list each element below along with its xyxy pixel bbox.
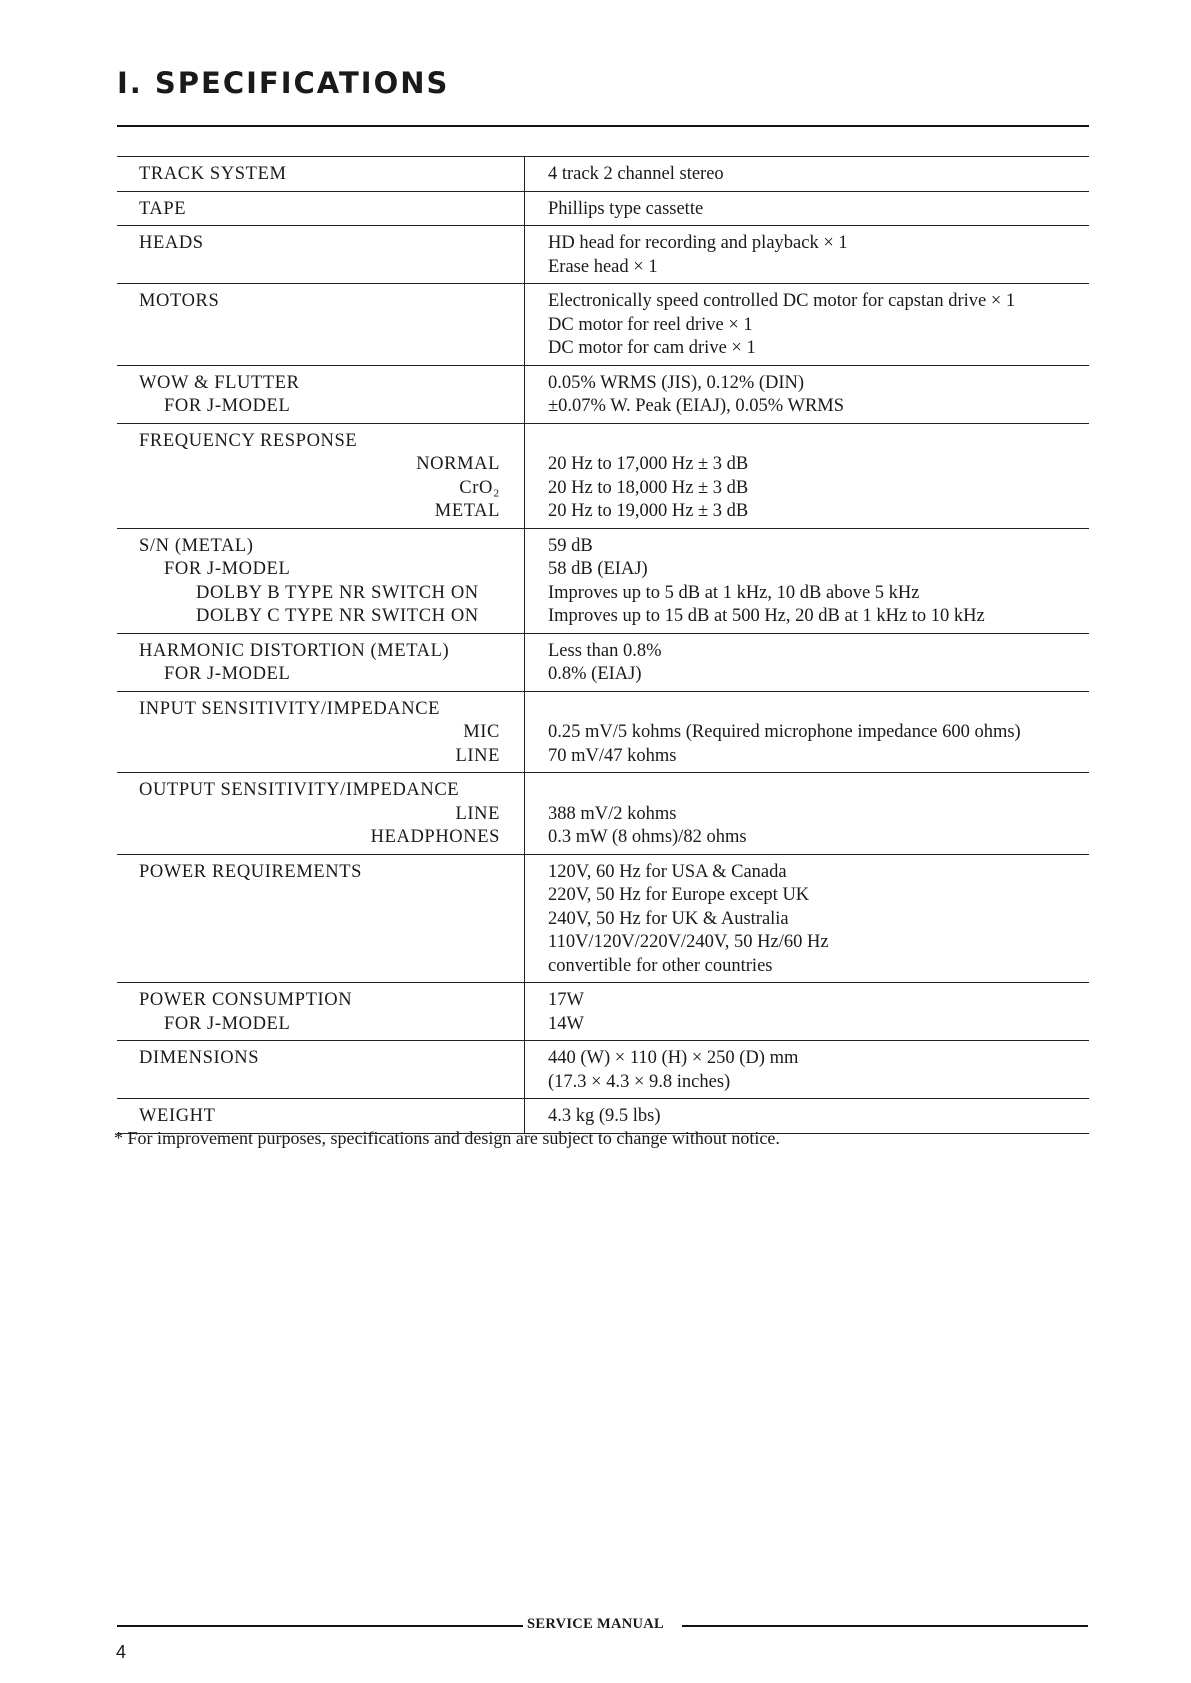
spec-row — [117, 633, 1089, 691]
spec-value-cell — [525, 1041, 1089, 1098]
spec-value-line: 20 Hz to 18,000 Hz ± 3 dB — [548, 477, 749, 498]
spec-value-line: 0.25 mV/5 kohms (Required microphone impedance 600 ohms) — [548, 722, 1021, 742]
spec-label-line: POWER CONSUMPTION — [139, 990, 353, 1010]
footer-rule-left — [117, 1625, 523, 1627]
spec-value-line: DC motor for reel drive × 1 — [548, 314, 753, 335]
spec-value-line: 59 dB — [548, 535, 593, 556]
spec-label-line: LINE — [455, 803, 500, 824]
spec-value-cell — [525, 284, 1089, 365]
spec-value-cell — [525, 529, 1089, 633]
spec-value-line: 58 dB (EIAJ) — [548, 559, 648, 579]
spec-value-line: HD head for recording and playback × 1 — [548, 233, 848, 253]
spec-value-line: 440 (W) × 110 (H) × 250 (D) mm — [548, 1048, 799, 1068]
spec-value-line — [548, 779, 1089, 803]
spec-value-cell — [525, 157, 1089, 191]
spec-value-cell — [525, 692, 1089, 773]
spec-value-cell — [525, 226, 1089, 283]
spec-value-cell — [525, 192, 1089, 226]
spec-value-line: 70 mV/47 kohms — [548, 745, 677, 766]
spec-value-line: 4 track 2 channel stereo — [548, 164, 724, 184]
spec-label-line: FOR J-MODEL — [164, 664, 291, 684]
spec-label-line: WOW & FLUTTER — [139, 372, 300, 393]
spec-label-cell — [117, 192, 525, 226]
spec-row — [117, 191, 1089, 226]
spec-label-cell — [117, 692, 525, 773]
spec-row — [117, 772, 1089, 854]
spec-value-line: Erase head × 1 — [548, 256, 658, 277]
spec-label-line: NORMAL — [416, 454, 500, 474]
spec-label-line: FOR J-MODEL — [164, 1013, 291, 1034]
spec-value-line: Phillips type cassette — [548, 198, 704, 219]
spec-value-cell — [525, 634, 1089, 691]
spec-row — [117, 156, 1089, 191]
spec-value-line: 240V, 50 Hz for UK & Australia — [548, 908, 789, 929]
footnote: * For improvement purposes, specifications and design are subject to change without notice. — [114, 1128, 780, 1148]
spec-value-line: 17W — [548, 990, 584, 1010]
spec-value-line: convertible for other countries — [548, 955, 773, 976]
spec-value-line: DC motor for cam drive × 1 — [548, 338, 756, 358]
spec-label-line: FREQUENCY RESPONSE — [139, 430, 358, 451]
spec-label-line: HARMONIC DISTORTION (METAL) — [139, 640, 450, 661]
spec-value-line: 0.3 mW (8 ohms)/82 ohms — [548, 827, 747, 847]
spec-value-line: 0.05% WRMS (JIS), 0.12% (DIN) — [548, 372, 805, 393]
spec-label-line: MOTORS — [139, 291, 220, 311]
spec-value-line: 120V, 60 Hz for USA & Canada — [548, 861, 787, 882]
spec-label-line: FOR J-MODEL — [164, 559, 291, 579]
spec-label-cell — [117, 157, 525, 191]
spec-label-line: CrO₂ — [459, 477, 500, 498]
spec-value-cell — [525, 855, 1089, 983]
spec-label-line: TAPE — [139, 198, 187, 219]
spec-value-line: Improves up to 5 dB at 1 kHz, 10 dB above 5 kHz — [548, 582, 920, 603]
spec-label-line: OUTPUT SENSITIVITY/IMPEDANCE — [139, 780, 460, 800]
page-number: 4 — [116, 1642, 127, 1662]
title-divider — [117, 125, 1089, 127]
specifications-table — [117, 156, 1089, 1134]
spec-label-cell — [117, 366, 525, 423]
spec-value-line: 388 mV/2 kohms — [548, 803, 677, 824]
spec-value-line: 4.3 kg (9.5 lbs) — [548, 1106, 661, 1126]
spec-value-line: Electronically speed controlled DC motor for capstan drive × 1 — [548, 291, 1016, 311]
spec-label-cell — [117, 634, 525, 691]
spec-row — [117, 365, 1089, 423]
spec-value-line: 220V, 50 Hz for Europe except UK — [548, 885, 810, 905]
spec-label-cell — [117, 424, 525, 528]
spec-value-line: 0.8% (EIAJ) — [548, 664, 642, 684]
spec-label-cell — [117, 855, 525, 983]
spec-value-line: 14W — [548, 1013, 584, 1034]
spec-value-line — [548, 430, 1089, 454]
spec-value-cell — [525, 424, 1089, 528]
spec-row — [117, 225, 1089, 283]
footer-rule-right — [682, 1625, 1088, 1627]
spec-label-line: METAL — [434, 501, 500, 521]
spec-label-line: WEIGHT — [139, 1106, 216, 1126]
spec-label-line: TRACK SYSTEM — [139, 164, 287, 184]
spec-label-cell — [117, 529, 525, 633]
spec-label-cell — [117, 773, 525, 854]
spec-label-line: DOLBY B TYPE NR SWITCH ON — [196, 582, 479, 603]
spec-value-line: Improves up to 15 dB at 500 Hz, 20 dB at 1 kHz to 10 kHz — [548, 606, 985, 626]
spec-label-cell — [117, 983, 525, 1040]
spec-value-line: (17.3 × 4.3 × 9.8 inches) — [548, 1071, 731, 1092]
spec-label-line: INPUT SENSITIVITY/IMPEDANCE — [139, 698, 441, 719]
spec-label-line: FOR J-MODEL — [164, 396, 291, 416]
spec-label-line: DOLBY C TYPE NR SWITCH ON — [196, 606, 479, 626]
spec-label-line: LINE — [455, 745, 500, 766]
spec-label-line: HEADS — [139, 233, 204, 253]
spec-value-line: 110V/120V/220V/240V, 50 Hz/60 Hz — [548, 932, 829, 952]
footer-label: SERVICE MANUAL — [527, 1616, 665, 1632]
spec-row — [117, 854, 1089, 983]
spec-value-cell — [525, 366, 1089, 423]
spec-label-line: DIMENSIONS — [139, 1048, 260, 1068]
spec-row — [117, 283, 1089, 365]
spec-label-line: HEADPHONES — [370, 827, 500, 847]
spec-value-line: 20 Hz to 17,000 Hz ± 3 dB — [548, 454, 749, 474]
spec-value-cell — [525, 983, 1089, 1040]
spec-row — [117, 528, 1089, 633]
spec-row — [117, 1040, 1089, 1098]
spec-row — [117, 423, 1089, 528]
spec-value-cell — [525, 773, 1089, 854]
spec-label-line: POWER REQUIREMENTS — [139, 861, 363, 882]
spec-value-line: Less than 0.8% — [548, 640, 662, 661]
spec-label-line: S/N (METAL) — [139, 535, 254, 556]
spec-row — [117, 691, 1089, 773]
spec-label-cell — [117, 226, 525, 283]
spec-value-line: ±0.07% W. Peak (EIAJ), 0.05% WRMS — [548, 396, 845, 416]
spec-value-line: 20 Hz to 19,000 Hz ± 3 dB — [548, 501, 749, 521]
spec-label-cell — [117, 284, 525, 365]
spec-label-line: MIC — [463, 722, 500, 742]
spec-label-cell — [117, 1041, 525, 1098]
spec-row — [117, 982, 1089, 1040]
spec-value-line — [548, 698, 1089, 722]
page-title: I. SPECIFICATIONS — [117, 66, 450, 100]
